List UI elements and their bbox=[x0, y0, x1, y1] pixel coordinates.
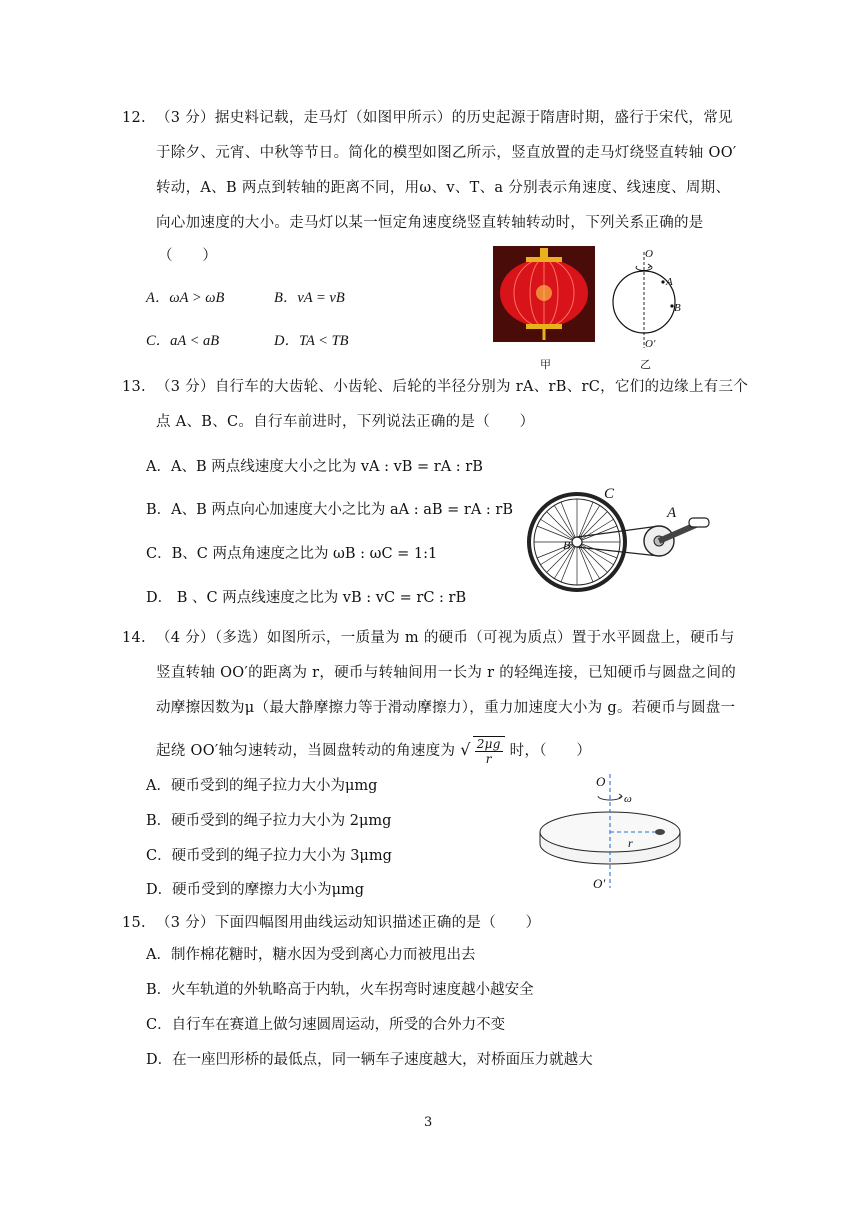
q15-option-c: C．自行车在赛道上做匀速圆周运动，所受的合外力不变 bbox=[146, 1017, 506, 1033]
q14-option-b: B．硬币受到的绳子拉力大小为 2μmg bbox=[146, 813, 392, 829]
disk-O-label: O bbox=[596, 774, 606, 789]
q14-line-1: 14. （4 分）（多选）如图所示，一质量为 m 的硬币（可视为质点）置于水平圆盘上，硬币与 bbox=[122, 630, 735, 646]
bike-B-label: B bbox=[563, 538, 571, 552]
q14-option-d: D．硬币受到的摩擦力大小为μmg bbox=[146, 882, 365, 898]
fig-yi-Oprime-label: O′ bbox=[645, 338, 656, 350]
q15-number: 15. bbox=[122, 915, 146, 931]
q13-option-a: A．A、B 两点线速度大小之比为 vA : vB = rA : rB bbox=[146, 459, 483, 475]
lantern-model-diagram bbox=[608, 246, 678, 350]
q15-option-b: B．火车轨道的外轨略高于内轨，火车拐弯时速度越小越安全 bbox=[146, 982, 534, 998]
bike-C-label: C bbox=[604, 486, 615, 502]
sqrt-expression: $\frac{2\mu g}{r}$ bbox=[473, 736, 505, 766]
q13-number: 13. bbox=[122, 379, 146, 395]
q13-option-d: D． B 、C 两点线速度之比为 vB : vC = rC : rB bbox=[146, 590, 467, 606]
q12-option-c: C．aA < aB bbox=[146, 333, 220, 349]
q14-option-a: A．硬币受到的绳子拉力大小为μmg bbox=[146, 778, 378, 794]
q12-number: 12. bbox=[122, 110, 146, 126]
disk-omega-label: ω bbox=[624, 793, 632, 805]
q12-option-a: A．ωA > ωB bbox=[146, 290, 225, 306]
q14-number: 14. bbox=[122, 630, 146, 646]
q12-line-1: 12. （3 分）据史料记载，走马灯（如图甲所示）的历史起源于隋唐时期，盛行于宋代，常见 bbox=[122, 110, 733, 126]
q15-option-d: D．在一座凹形桥的最低点，同一辆车子速度越大，对桥面压力就越大 bbox=[146, 1052, 593, 1068]
q13-option-b: B．A、B 两点向心加速度大小之比为 aA : aB = rA : rB bbox=[146, 502, 513, 518]
bicycle-gear-diagram bbox=[526, 486, 712, 600]
page-number: 3 bbox=[424, 1115, 433, 1130]
q12-line-5: （ ） bbox=[158, 248, 218, 264]
q12-option-b: B．vA = vB bbox=[274, 290, 345, 306]
q12-line-3: 转动，A、B 两点到转轴的距离不同，用ω、v、T、a 分别表示角速度、线速度、周期、 bbox=[156, 180, 731, 196]
q14-line-3: 动摩擦因数为μ（最大静摩擦力等于滑动摩擦力），重力加速度大小为 g。若硬币与圆盘一 bbox=[156, 700, 736, 716]
q12-option-d: D．TA < TB bbox=[274, 333, 349, 349]
fig-yi-A-label: A bbox=[666, 276, 673, 288]
q15-line-1: 15. （3 分）下面四幅图用曲线运动知识描述正确的是（ ） bbox=[122, 915, 541, 931]
disk-Oprime-label: O′ bbox=[593, 876, 606, 891]
fig-yi-B-label: B bbox=[674, 302, 681, 314]
q14-line-2: 竖直转轴 OO′的距离为 r，硬币与转轴间用一长为 r 的轻绳连接，已知硬币与圆盘之间的 bbox=[156, 665, 737, 681]
q12-line-4: 向心加速度的大小。走马灯以某一恒定角速度绕竖直转轴转动时，下列关系正确的是 bbox=[156, 215, 704, 231]
bike-A-label: A bbox=[667, 505, 677, 521]
rotating-disk-diagram bbox=[536, 772, 684, 890]
q13-line-2: 点 A、B、C。自行车前进时，下列说法正确的是（ ） bbox=[156, 414, 535, 430]
q12-line-2: 于除夕、元宵、中秋等节日。简化的模型如图乙所示，竖直放置的走马灯绕竖直转轴 OO′ bbox=[156, 145, 737, 161]
q14-option-c: C．硬币受到的绳子拉力大小为 3μmg bbox=[146, 848, 392, 864]
fig-yi-label: 乙 bbox=[640, 358, 651, 371]
q13-line-1: 13. （3 分）自行车的大齿轮、小齿轮、后轮的半径分别为 rA、rB、rC，它们的边缘上有三个 bbox=[122, 379, 749, 395]
q13-option-c: C．B、C 两点角速度之比为 ωB : ωC = 1:1 bbox=[146, 546, 438, 562]
disk-r-label: r bbox=[628, 836, 633, 850]
lantern-photo bbox=[493, 246, 595, 342]
q14-line-4: 起绕 OO′轴匀速转动，当圆盘转动的角速度为 √ $\frac{2\mu g}{r}$ 时，（ ） bbox=[156, 737, 592, 766]
fig-yi-O-label: O bbox=[645, 248, 653, 260]
fig-jia-label: 甲 bbox=[540, 358, 551, 371]
q15-option-a: A．制作棉花糖时，糖水因为受到离心力而被甩出去 bbox=[146, 947, 476, 963]
